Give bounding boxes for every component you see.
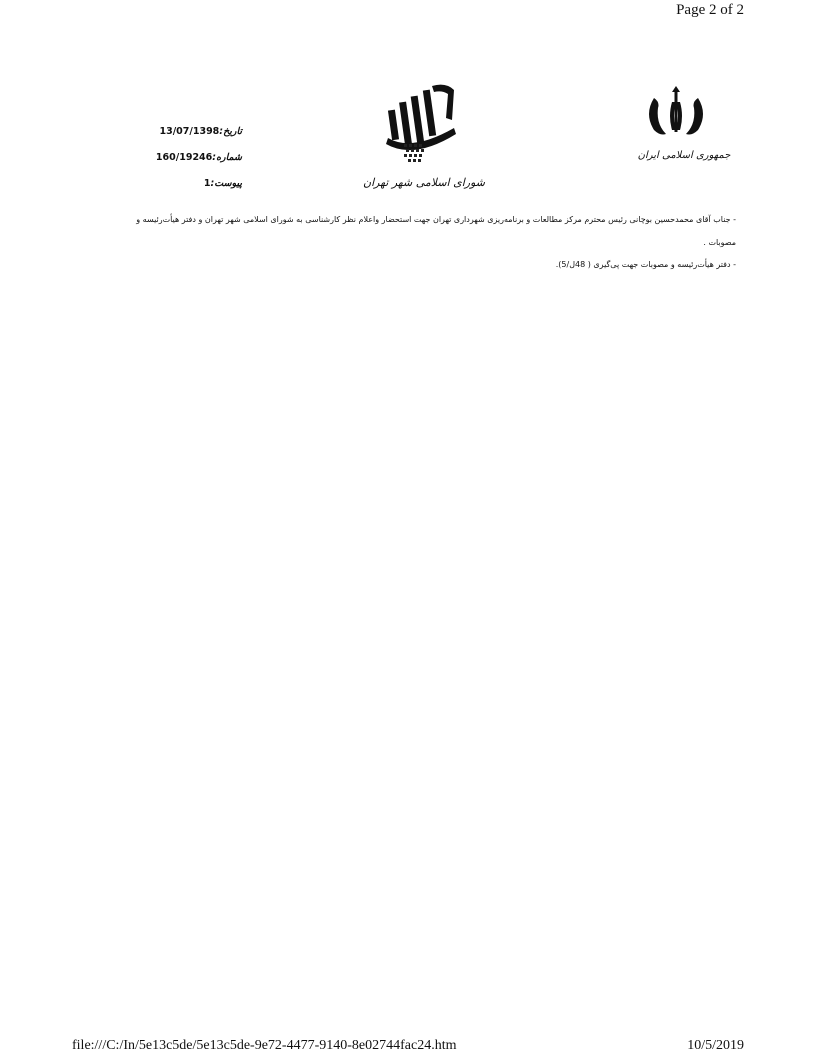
- attachment-row: [142, 178, 242, 204]
- emblem-icon: [634, 84, 734, 168]
- number-value: 160/19246: [155, 152, 213, 163]
- svg-text:جمهوری اسلامی ایران: جمهوری اسلامی ایران: [637, 150, 731, 161]
- date-label: تاریخ:: [219, 126, 242, 137]
- number-row: [142, 152, 242, 178]
- svg-text:شورای اسلامی شهر تهران: شورای اسلامی شهر تهران: [363, 176, 485, 189]
- footer-file-path: file:///C:/In/5e13c5de/5e13c5de-9e72-4477-9140-8e02744fac24.htm: [72, 1038, 457, 1053]
- body-paragraph-1: - جناب آقای محمدحسین بوچانی رئیس محترم مرکز مطالعات و برنامه‌ریزی شهرداری تهران جهت استحضار واعلام نظر کارشناسی به شورای اسلامی شهر تهران و دفتر هیأت‌رئیسه و مصوبات .: [136, 215, 736, 247]
- date-value: 13/07/1398: [159, 126, 220, 137]
- number-label: شماره:: [212, 152, 242, 163]
- attachment-label: پیوست:: [210, 178, 242, 189]
- body-paragraph-2: - دفتر هیأت‌رئیسه و مصوبات جهت پی‌گیری ( 48ل/5).: [555, 260, 736, 269]
- attachment-value: 1: [203, 178, 211, 189]
- council-logo-icon: [362, 80, 487, 192]
- letter-meta: [142, 126, 242, 204]
- page-number: Page 2 of 2: [676, 2, 744, 18]
- date-row: [142, 126, 242, 152]
- footer-date: 10/5/2019: [687, 1038, 744, 1053]
